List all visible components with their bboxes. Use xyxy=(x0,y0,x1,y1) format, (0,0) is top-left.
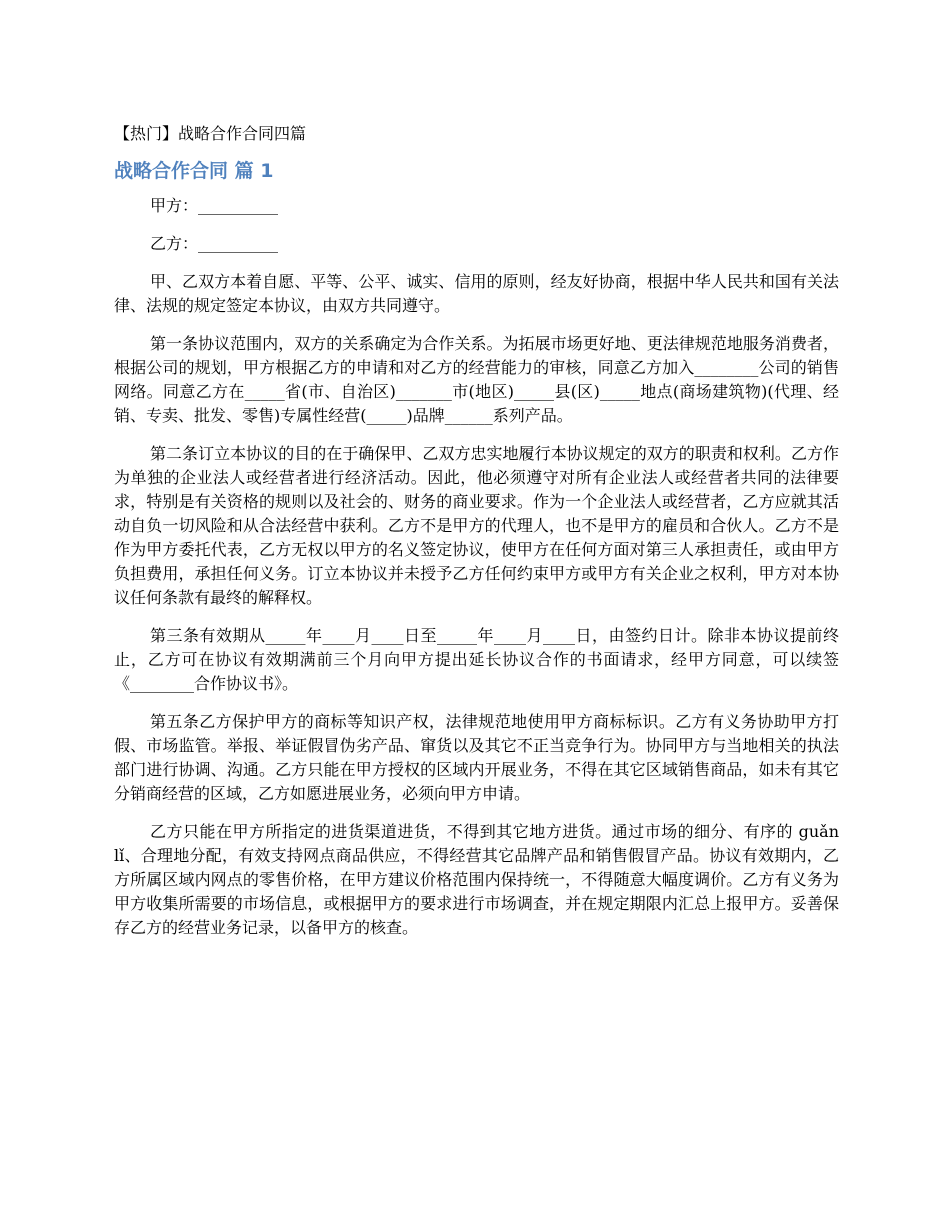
paragraph-supply-channel: 乙方只能在甲方所指定的进货渠道进货，不得到其它地方进货。通过市场的细分、有序的 guǎn lǐ、合理地分配，有效支持网点商品供应，不得经营其它品牌产品和销售假冒产品。协议有效期内，乙方所属区域内网点的零售价格，在甲方建议价格范围内保持统一，不得随意大幅度调价。乙方有义务为甲方收集所需要的市场信息，或根据甲方的要求进行市场调查，并在规定期限内汇总上报甲方。妥善保存乙方的经营业务记录，以备甲方的核查。 xyxy=(114,822,839,937)
party-b-line: 乙方：__________ xyxy=(150,234,279,253)
paragraph-article-3: 第三条有效期从_____年____月____日至_____年____月____日，由签约日计。除非本协议提前终止，乙方可在协议有效期满前三个月向甲方提出延长协议合作的书面请求，经甲方同意，可以续签《________合作协议书》。 xyxy=(114,626,839,693)
party-a-line: 甲方：__________ xyxy=(150,196,279,215)
paragraph-article-5: 第五条乙方保护甲方的商标等知识产权，法律规范地使用甲方商标标识。乙方有义务协助甲方打假、市场监管。举报、举证假冒伪劣产品、窜货以及其它不正当竞争行为。协同甲方与当地相关的执法部门进行协调、沟通。乙方只能在甲方授权的区域内开展业务，不得在其它区域销售商品，如未有其它分销商经营的区域，乙方如愿进展业务，必须向甲方申请。 xyxy=(114,712,839,803)
document-page xyxy=(114,122,839,954)
paragraph-article-1: 第一条协议范围内，双方的关系确定为合作关系。为拓展市场更好地、更法律规范地服务消费者，根据公司的规划，甲方根据乙方的申请和对乙方的经营能力的审核，同意乙方加入________公司的销售网络。同意乙方在_____省(市、自治区)_______市(地区)_____县(区)_____地点(商场建筑物)(代理、经销、专卖、批发、零售)专属性经营(_____)品牌______系列产品。 xyxy=(114,334,839,425)
section-heading: 战略合作合同 篇 1 xyxy=(114,160,274,182)
document-title: 【热门】战略合作合同四篇 xyxy=(114,124,307,143)
paragraph-preamble: 甲、乙双方本着自愿、平等、公平、诚实、信用的原则，经友好协商，根据中华人民共和国有关法律、法规的规定签定本协议，由双方共同遵守。 xyxy=(114,272,839,315)
paragraph-article-2: 第二条订立本协议的目的在于确保甲、乙双方忠实地履行本协议规定的双方的职责和权利。乙方作为单独的企业法人或经营者进行经济活动。因此，他必须遵守对所有企业法人或经营者共同的法律要求，特别是有关资格的规则以及社会的、财务的商业要求。作为一个企业法人或经营者，乙方应就其活动自负一切风险和从合法经营中获利。乙方不是甲方的代理人，也不是甲方的雇员和合伙人。乙方不是作为甲方委托代表，乙方无权以甲方的名义签定协议，使甲方在任何方面对第三人承担责任，或由甲方负担费用，承担任何义务。订立本协议并未授予乙方任何约束甲方或甲方有关企业之权利，甲方对本协议任何条款有最终的解释权。 xyxy=(114,444,839,607)
